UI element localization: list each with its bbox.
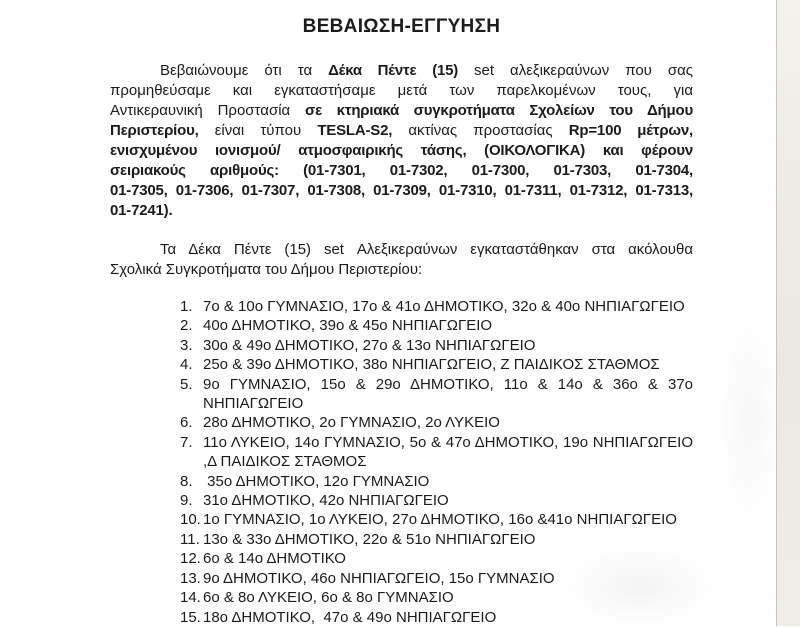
text-run: Περιστερίου, [110, 122, 199, 139]
list-item-number: 11. [180, 530, 200, 548]
list-item-text-wrap: ΝΗΠΙΑΓΩΓΕΙΟ [203, 395, 304, 413]
school-list-item [180, 316, 693, 335]
text-run: Βεβαιώνουμε ότι τα [160, 62, 329, 79]
paragraph-line [110, 61, 693, 81]
text-run: 01-7305, 01-7306, 01-7307, 01-7308, 01-7309, 01-7310, 01-7311, 01-7312, 01-7313, [110, 182, 693, 199]
text-run: προμηθεύσαμε και εγκαταστήσαμε μετά των παρελκομένων τους, για [110, 82, 693, 99]
scan-margin-strip [776, 0, 800, 626]
paragraph-line: Τα Δέκα Πέντε (15) set Αλεξικεραύνων εγκαταστάθηκαν στα ακόλουθα [160, 241, 693, 258]
list-item-text: 6ο & 8ο ΛΥΚΕΙΟ, 6ο & 8ο ΓΥΜΝΑΣΙΟ [203, 589, 454, 607]
list-item-text: 6ο & 14ο ΔΗΜΟΤΙΚΟ [203, 550, 346, 568]
school-list-item [180, 530, 693, 549]
text-run: Δέκα Πέντε (15) [328, 62, 459, 79]
list-item-text: 13ο & 33ο ΔΗΜΟΤΙΚΟ, 22ο & 51ο ΝΗΠΙΑΓΩΓΕΙΟ [203, 530, 536, 548]
paragraph-line: Σχολικά Συγκροτήματα του Δήμου Περιστερίου: [110, 261, 423, 278]
list-item-number: 6. [180, 414, 193, 432]
paragraph-line [110, 161, 693, 181]
school-list-item [180, 355, 693, 374]
list-item-text: 7ο & 10ο ΓΥΜΝΑΣΙΟ, 17ο & 41ο ΔΗΜΟΤΙΚΟ, 32ο & 40ο ΝΗΠΙΑΓΩΓΕΙΟ [203, 298, 685, 315]
list-item-number: 8. [180, 472, 193, 490]
list-item-number: 2. [180, 317, 193, 335]
paragraph-line [110, 201, 693, 221]
text-run: TESLA-S2, [317, 122, 393, 139]
school-list-item [180, 336, 693, 355]
list-item-number: 7. [180, 433, 193, 451]
text-run: είναι τύπου [198, 122, 318, 139]
list-item-number: 10. [180, 511, 201, 529]
school-complex-list [180, 297, 693, 627]
list-item-number: 9. [180, 492, 193, 510]
list-item-text: 31ο ΔΗΜΟΤΙΚΟ, 42ο ΝΗΠΙΑΓΩΓΕΙΟ [203, 492, 449, 510]
paragraph-line [110, 81, 693, 101]
paragraph-installed-intro [110, 240, 693, 280]
school-list-item [180, 433, 693, 472]
text-run: Rp=100 μέτρων, [568, 122, 693, 139]
school-list-item [180, 491, 693, 510]
text-run: set αλεξικεραύνων που σας [458, 62, 693, 79]
text-run: ακτίνας προστασίας [392, 122, 569, 139]
list-item-number: 15. [180, 608, 201, 626]
list-item-text: 35ο ΔΗΜΟΤΙΚΟ, 12ο ΓΥΜΝΑΣΙΟ [203, 472, 430, 490]
list-item-number: 14. [180, 589, 201, 607]
document-title: ΒΕΒΑΙΩΣΗ-ΕΓΓΥΗΣΗ [302, 16, 501, 37]
list-item-number: 13. [180, 569, 201, 587]
list-item-text: 11ο ΛΥΚΕΙΟ, 14ο ΓΥΜΝΑΣΙΟ, 5ο & 47ο ΔΗΜΟΤΙΚΟ, 19ο ΝΗΠΙΑΓΩΓΕΙΟ [203, 433, 693, 451]
paragraph-line [110, 101, 693, 121]
list-item-number: 4. [180, 356, 193, 374]
school-list-item [180, 608, 693, 627]
school-list-item [180, 510, 693, 529]
school-list-item [180, 297, 693, 316]
school-list-item [180, 569, 693, 588]
paragraph-line [110, 181, 693, 201]
school-list-item [180, 413, 693, 432]
text-run: σειριακούς αριθμούς: (01-7301, 01-7302, 01-7300, 01-7303, 01-7304, [110, 162, 693, 179]
list-item-text: 18ο ΔΗΜΟΤΙΚΟ, 47ο & 49ο ΝΗΠΙΑΓΩΓΕΙΟ [203, 608, 497, 626]
list-item-number: 3. [180, 336, 193, 354]
text-run: Αντικεραυνική Προστασία [110, 102, 306, 119]
list-item-number: 1. [180, 298, 193, 315]
text-run: 01-7241). [110, 202, 173, 219]
list-item-text: 1ο ΓΥΜΝΑΣΙΟ, 1ο ΛΥΚΕΙΟ, 27ο ΔΗΜΟΤΙΚΟ, 16ο &41ο ΝΗΠΙΑΓΩΓΕΙΟ [203, 511, 677, 529]
list-item-number: 12. [180, 550, 201, 568]
paragraph-line [110, 141, 693, 161]
list-item-text: 25ο & 39ο ΔΗΜΟΤΙΚΟ, 38ο ΝΗΠΙΑΓΩΓΕΙΟ, Ζ ΠΑΙΔΙΚΟΣ ΣΤΑΘΜΟΣ [203, 356, 660, 374]
list-item-text: 9ο ΓΥΜΝΑΣΙΟ, 15ο & 29ο ΔΗΜΟΤΙΚΟ, 11ο & 14ο & 36ο & 37ο [203, 375, 693, 393]
school-list-item [180, 588, 693, 607]
text-run: ενισχυμένου ιονισμού/ ατμοσφαιρικής τάσης, (ΟΙΚΟΛΟΓΙΚΑ) και φέρουν [110, 142, 693, 159]
list-item-text: 30ο & 49ο ΔΗΜΟΤΙΚΟ, 27ο & 13ο ΝΗΠΙΑΓΩΓΕΙΟ [203, 336, 536, 354]
list-item-number: 5. [180, 375, 193, 393]
list-item-text: 9ο ΔΗΜΟΤΙΚΟ, 46ο ΝΗΠΙΑΓΩΓΕΙΟ, 15ο ΓΥΜΝΑΣΙΟ [203, 569, 555, 587]
paragraph-line [110, 121, 693, 141]
list-item-text: 28ο ΔΗΜΟΤΙΚΟ, 2ο ΓΥΜΝΑΣΙΟ, 2ο ΛΥΚΕΙΟ [203, 414, 500, 432]
list-item-text: 40ο ΔΗΜΟΤΙΚΟ, 39ο & 45ο ΝΗΠΙΑΓΩΓΕΙΟ [203, 317, 493, 335]
list-item-text-wrap: ,Δ ΠΑΙΔΙΚΟΣ ΣΤΑΘΜΟΣ [203, 453, 367, 471]
school-list-item [180, 375, 693, 414]
school-list-item [180, 549, 693, 568]
school-list-item [180, 472, 693, 491]
paragraph-guarantee [110, 61, 693, 221]
text-run: σε κτηριακά συγκροτήματα Σχολείων του Δήμου [305, 102, 693, 119]
